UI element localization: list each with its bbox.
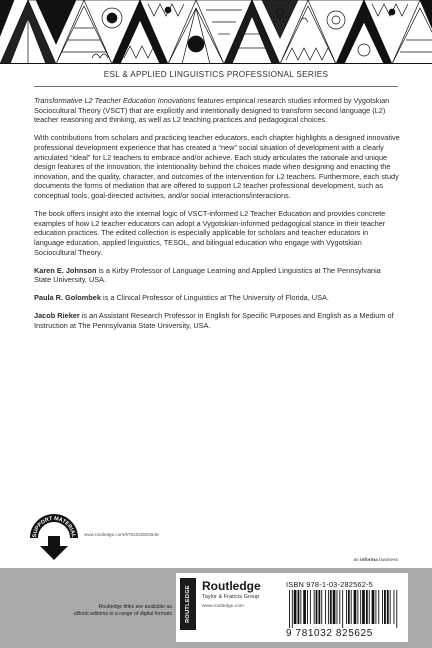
barcode-bar — [307, 590, 308, 624]
svg-text:SUPPORT MATERIAL — [32, 516, 76, 539]
support-material-icon — [26, 508, 82, 564]
publisher-name: Routledge — [202, 579, 261, 593]
series-title: ESL & APPLIED LINGUISTICS PROFESSIONAL SERIES — [103, 70, 329, 79]
barcode-bar — [328, 590, 329, 624]
barcode-bar — [325, 590, 326, 624]
informa-prefix: an — [353, 558, 361, 563]
barcode-number: 9 781032 825625 — [286, 628, 373, 639]
book-url: www.routledge.com/9781032825649 — [84, 532, 159, 537]
barcode-bar — [366, 590, 368, 624]
blurb-paragraph-1 — [34, 96, 400, 125]
routledge-logo-mark — [180, 578, 196, 630]
blurb-paragraph-3: The book offers insight into the internal logic of VSCT-informed L2 Teacher Education and provides concrete examples of how L2 teacher educators can adopt a Vygotskian-informed pedagogical stance in their teacher education practices. The edited collection is especially applicable for scholars and teacher educators in language education, applied linguistics, TESOL, and bilingual education who engage with Vygotskian Sociocultural Theory. — [34, 209, 386, 257]
barcode-bar — [318, 590, 320, 624]
barcode-bar — [321, 590, 322, 624]
barcode-bar — [337, 590, 338, 624]
barcode-bar — [294, 590, 297, 624]
ebook-line-2: eBook editions in a range of digital formats — [73, 611, 172, 617]
barcode-bar — [396, 590, 397, 628]
publisher-url: www.routledge.com — [202, 604, 244, 609]
barcode-bar — [378, 590, 379, 624]
author-bio — [34, 311, 400, 330]
barcode-bar — [314, 590, 315, 624]
informa-suffix: business — [377, 558, 398, 563]
informa-brand: informa — [360, 558, 378, 563]
barcode-bar — [303, 590, 306, 624]
support-material-label: SUPPORT MATERIAL — [31, 515, 77, 538]
barcode-bar — [351, 590, 352, 624]
barcode-bar — [346, 590, 347, 624]
ebook-line-1: Routledge titles are available as — [98, 604, 172, 610]
barcode-bar — [339, 590, 340, 624]
author-name: Karen E. Johnson — [34, 265, 97, 275]
author-name: Paula R. Golombek — [34, 293, 101, 303]
barcode-bar — [360, 590, 361, 624]
barcode-bar — [390, 590, 391, 624]
barcode-bar — [387, 590, 389, 624]
author-bio — [34, 266, 400, 285]
routledge-logo-text: ROUTLEDGE — [185, 585, 192, 623]
barcode-bar — [384, 590, 386, 624]
barcode-bar — [354, 590, 357, 624]
barcode-bar — [375, 590, 376, 624]
barcode-bar — [310, 590, 311, 624]
divider-rule — [34, 86, 398, 87]
barcode-bar — [333, 590, 336, 624]
blurb-paragraph-1-text: features empirical research studies informed by Vygotskian Sociocultural Theory (VSCT) that are explicitly and intentionally designed to transform second language (L2) teacher reasoning and thinking, as well as L2 teaching practices and pedagogical choices. — [34, 96, 390, 125]
barcode-bar — [292, 590, 293, 628]
author-bio — [34, 293, 400, 303]
author-bio-text: is a Clinical Professor of Linguistics at The University of Florida, USA. — [100, 293, 329, 303]
barcode-bar — [316, 590, 318, 624]
author-bio-text: is a Kirby Professor of Language Learning and Applied Linguistics at The Pennsylvania State University, USA. — [34, 265, 381, 285]
barcode-bar — [342, 590, 343, 628]
author-bio-text: is an Assistant Research Professor in English for Specific Purposes and English as a Medium of Instruction at The Pennsylvania State University, USA. — [34, 311, 394, 330]
barcode-icon — [288, 590, 400, 628]
barcode-bar — [298, 590, 300, 624]
back-cover-blurb — [34, 96, 400, 339]
publisher-group: Taylor & Francis Group — [202, 594, 260, 600]
barcode-bar — [300, 590, 301, 624]
barcode-bar — [394, 590, 395, 624]
barcode-bar — [348, 590, 350, 624]
author-bios — [34, 266, 400, 331]
barcode-bar — [289, 590, 290, 628]
barcode-bar — [372, 590, 375, 624]
decorative-pattern-header — [0, 0, 432, 64]
barcode-bar — [357, 590, 358, 624]
barcode-bar — [382, 590, 383, 624]
isbn-label: ISBN 978-1-03-282562-5 — [286, 580, 373, 589]
barcode-bar — [362, 590, 365, 624]
informa-business-tag — [353, 558, 398, 563]
ebook-availability-note — [52, 604, 172, 618]
blurb-paragraph-2: With contributions from scholars and practicing teacher educators, each chapter highlights a designed innovative professional development experience that has created a “new” social situation of development with a clearly articulated “ideal” for L2 teachers to embrace and/or achieve. Each study articulates the rationale and unique design features of the innovation, the intentionality behind the choices made when designing and enacting the innovation, and the quality, character, and outcomes of the intervention for L2 teachers. Furthermore, each study documents the forms of mediation that are offered to support L2 teacher professional development, such as conceptual tools, goal-directed activities, and/or social interactions/interactions. — [34, 133, 400, 200]
barcode-bar — [369, 590, 370, 624]
book-title-italic: Transformative L2 Teacher Education Innovations — [34, 96, 196, 105]
author-name: Jacob Rieker — [34, 311, 80, 321]
barcode-bar — [330, 590, 332, 624]
